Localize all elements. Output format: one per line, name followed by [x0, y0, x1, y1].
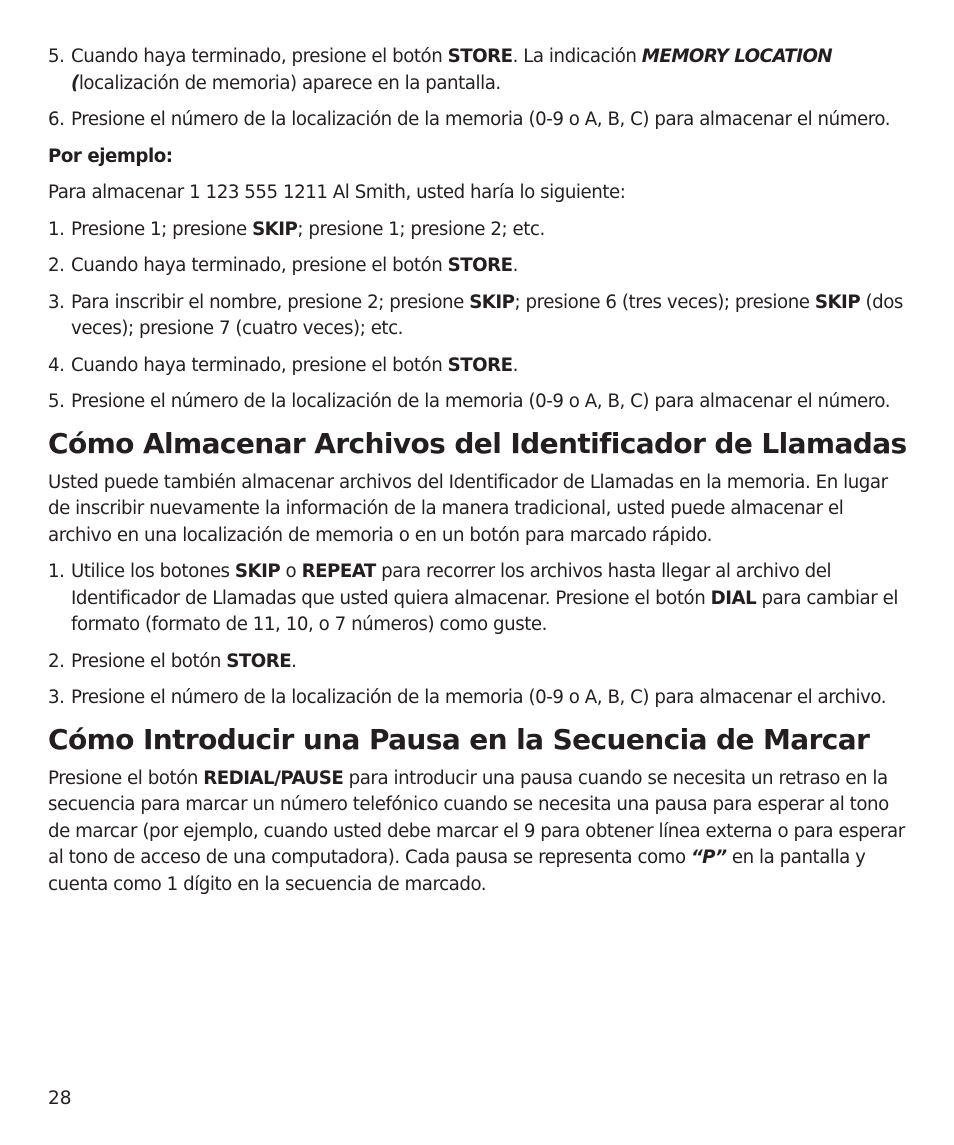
- text-run: .: [512, 255, 518, 276]
- text-run: en la pantalla y cuenta como 1 dígito en la secuencia de marcado.: [48, 847, 866, 895]
- list-item-number: 1.: [48, 218, 65, 240]
- list-item-number: 3.: [48, 687, 65, 708]
- manual-page: [48, 44, 910, 908]
- text-run: Presione el número de la localización de la memoria (0-9 o A, B, C) para almacenar el número.: [71, 109, 891, 130]
- text-run: (dos veces); presione 7 (cuatro veces); etc.: [71, 291, 903, 339]
- list-item: [48, 353, 910, 380]
- text-run: Cuando haya terminado, presione el botón: [71, 46, 448, 67]
- list-item: [48, 649, 910, 676]
- list-item-number: 4.: [48, 354, 65, 376]
- list-item-number: 3.: [48, 291, 65, 313]
- section-heading-pause: Cómo Introducir una Pausa en la Secuencia de Marcar: [48, 722, 870, 756]
- text-run: Presione el botón: [48, 767, 204, 789]
- list-item-number: 5.: [48, 46, 65, 67]
- text-run: Presione el número de la localización de la memoria (0-9 o A, B, C) para almacenar el número.: [71, 391, 891, 412]
- list-item: [48, 290, 910, 343]
- text-run: Para inscribir el nombre, presione 2; presione: [71, 291, 470, 313]
- text-run: ; presione 6 (tres veces); presione: [514, 291, 815, 313]
- bold-keyword: REDIAL/PAUSE: [203, 767, 344, 789]
- bold-keyword: SKIP: [252, 218, 298, 240]
- bold-keyword: REPEAT: [301, 561, 376, 582]
- bold-keyword: SKIP: [469, 291, 515, 313]
- text-run: ; presione 1; presione 2; etc.: [297, 218, 545, 240]
- text-run: localización de memoria) aparece en la pantalla.: [78, 72, 501, 94]
- bold-italic-term: MEMORY LOCATION (: [71, 46, 833, 94]
- bold-keyword: STORE: [447, 354, 513, 376]
- list-item-number: 6.: [48, 109, 65, 130]
- list-item: [48, 389, 910, 416]
- bold-keyword: DIAL: [710, 587, 757, 609]
- bold-keyword: STORE: [226, 650, 292, 672]
- list-item: [48, 559, 910, 639]
- text-run: o: [280, 561, 302, 582]
- bold-keyword: STORE: [447, 46, 513, 67]
- text-run: Cuando haya terminado, presione el botón: [71, 354, 448, 376]
- list-item: [48, 217, 910, 244]
- text-run: .: [291, 650, 297, 672]
- example-steps: [48, 217, 910, 416]
- list-item-number: 5.: [48, 391, 65, 412]
- text-run: Cuando haya terminado, presione el botón: [71, 255, 448, 276]
- bold-keyword: SKIP: [814, 291, 861, 313]
- text-run: . La indicación: [512, 46, 642, 67]
- example-intro: Para almacenar 1 123 555 1211 Al Smith, usted haría lo siguiente:: [48, 182, 626, 203]
- bold-keyword: STORE: [447, 255, 513, 276]
- list-item-number: 2.: [48, 650, 65, 672]
- list-item: [48, 253, 910, 280]
- text-run: Utilice los botones: [71, 561, 235, 582]
- bold-italic-term: “P”: [690, 847, 727, 868]
- list-item: [48, 685, 910, 712]
- pause-paragraph: [48, 766, 910, 899]
- list-item: [48, 44, 910, 97]
- list-item-number: 1.: [48, 561, 65, 582]
- text-run: para cambiar el formato (formato de 11, 10, o 7 números) como guste.: [71, 587, 898, 635]
- text-run: Presione el número de la localización de la memoria (0-9 o A, B, C) para almacenar el archivo.: [71, 687, 887, 708]
- text-run: Presione el botón: [71, 650, 227, 672]
- list-item: [48, 107, 910, 134]
- section-heading-caller-id: Cómo Almacenar Archivos del Identificador de Llamadas: [48, 426, 907, 460]
- caller-id-steps: [48, 559, 910, 712]
- list-item-number: 2.: [48, 255, 65, 276]
- text-run: para recorrer los archivos hasta llegar al archivo del Identificador de Llamadas que usted quiera almacenar. Presione el botón: [71, 561, 832, 609]
- text-run: .: [512, 354, 518, 376]
- list-continued: [48, 44, 910, 134]
- text-run: para introducir una pausa cuando se necesita un retraso en la secuencia para marcar un número telefónico cuando se necesita una pausa para esperar al tono de marcar (por ejemplo, cuando usted debe marcar el 9 para obtener línea externa o para esperar al tono de acceso de una computadora). Cada pausa se representa como: [48, 767, 905, 868]
- section-intro-caller-id: Usted puede también almacenar archivos del Identificador de Llamadas en la memoria. En lugar de inscribir nuevamente la información de la manera tradicional, usted puede almacenar el archivo en una localización de memoria o en un botón para marcado rápido.: [48, 471, 888, 546]
- example-label: Por ejemplo:: [48, 145, 173, 167]
- bold-keyword: SKIP: [234, 561, 281, 582]
- page-number: 28: [48, 1088, 72, 1109]
- text-run: Presione 1; presione: [71, 218, 253, 240]
